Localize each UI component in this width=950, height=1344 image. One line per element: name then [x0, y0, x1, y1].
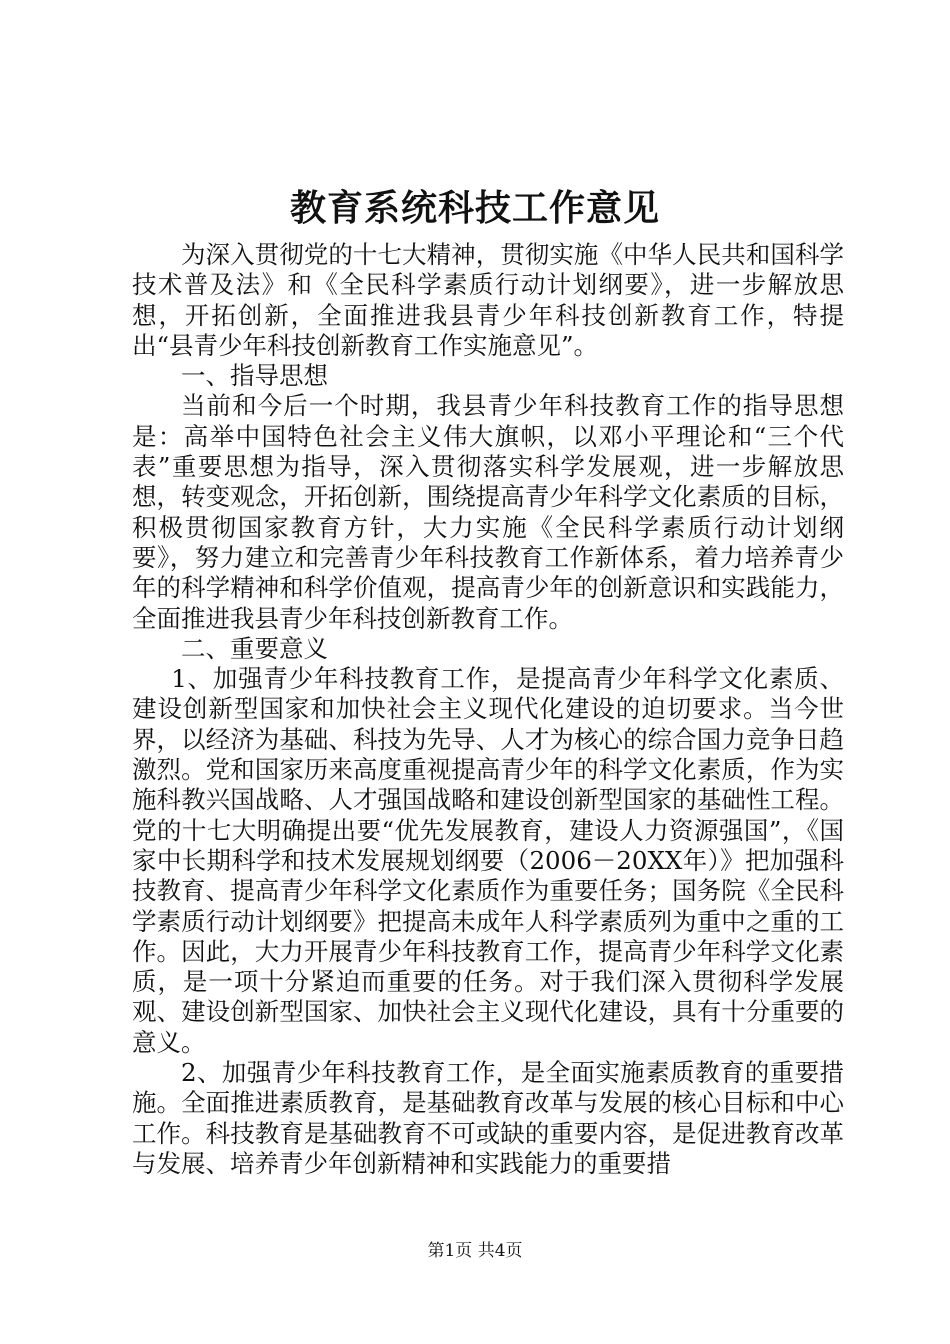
- page-number-footer: 第1页 共4页: [427, 1241, 523, 1261]
- section-heading-guiding-ideology: 一、指导思想: [181, 361, 328, 391]
- significance-paragraph-1: 1、加强青少年科技教育工作，是提高青少年科学文化素质、建设创新型国家和加快社会主义现代化建设的迫切要求。当今世界，以经济为基础、科技为先导、人才为核心的综合国力竞争日趋激烈。党和国家历来高度重视提高青少年的科学文化素质，作为实施科教兴国战略、人才强国战略和建设创新型国家的基础性工程。党的十七大明确提出要“优先发展教育，建设人力资源强国”，《国家中长期科学和技术发展规划纲要（2006－20XX年）》把加强科技教育、提高青少年科学文化素质作为重要任务；国务院《全民科学素质行动计划纲要》把提高未成年人科学素质列为重中之重的工作。因此，大力开展青少年科技教育工作，提高青少年科学文化素质，是一项十分紧迫而重要的任务。对于我们深入贯彻科学发展观、建设创新型国家、加快社会主义现代化建设，具有十分重要的意义。: [132, 664, 844, 1057]
- section-heading-significance: 二、重要意义: [181, 633, 328, 663]
- intro-paragraph: 为深入贯彻党的十七大精神，贯彻实施《中华人民共和国科学技术普及法》和《全民科学素质行动计划纲要》，进一步解放思想，开拓创新，全面推进我县青少年科技创新教育工作，特提出“县青少年科技创新教育工作实施意见”。: [132, 240, 844, 360]
- document-title: 教育系统科技工作意见: [289, 187, 660, 229]
- document-body: [132, 240, 844, 1179]
- guiding-ideology-paragraph: 当前和今后一个时期，我县青少年科技教育工作的指导思想是：高举中国特色社会主义伟大旗帜，以邓小平理论和“三个代表”重要思想为指导，深入贯彻落实科学发展观，进一步解放思想，转变观念，开拓创新，围绕提高青少年科学文化素质的目标，积极贯彻国家教育方针，大力实施《全民科学素质行动计划纲要》，努力建立和完善青少年科技教育工作新体系，着力培养青少年的科学精神和科学价值观，提高青少年的创新意识和实践能力，全面推进我县青少年科技创新教育工作。: [132, 391, 844, 633]
- significance-paragraph-2: 2、加强青少年科技教育工作，是全面实施素质教育的重要措施。全面推进素质教育，是基础教育改革与发展的核心目标和中心工作。科技教育是基础教育不可或缺的重要内容，是促进教育改革与发展、培养青少年创新精神和实践能力的重要措: [132, 1058, 844, 1178]
